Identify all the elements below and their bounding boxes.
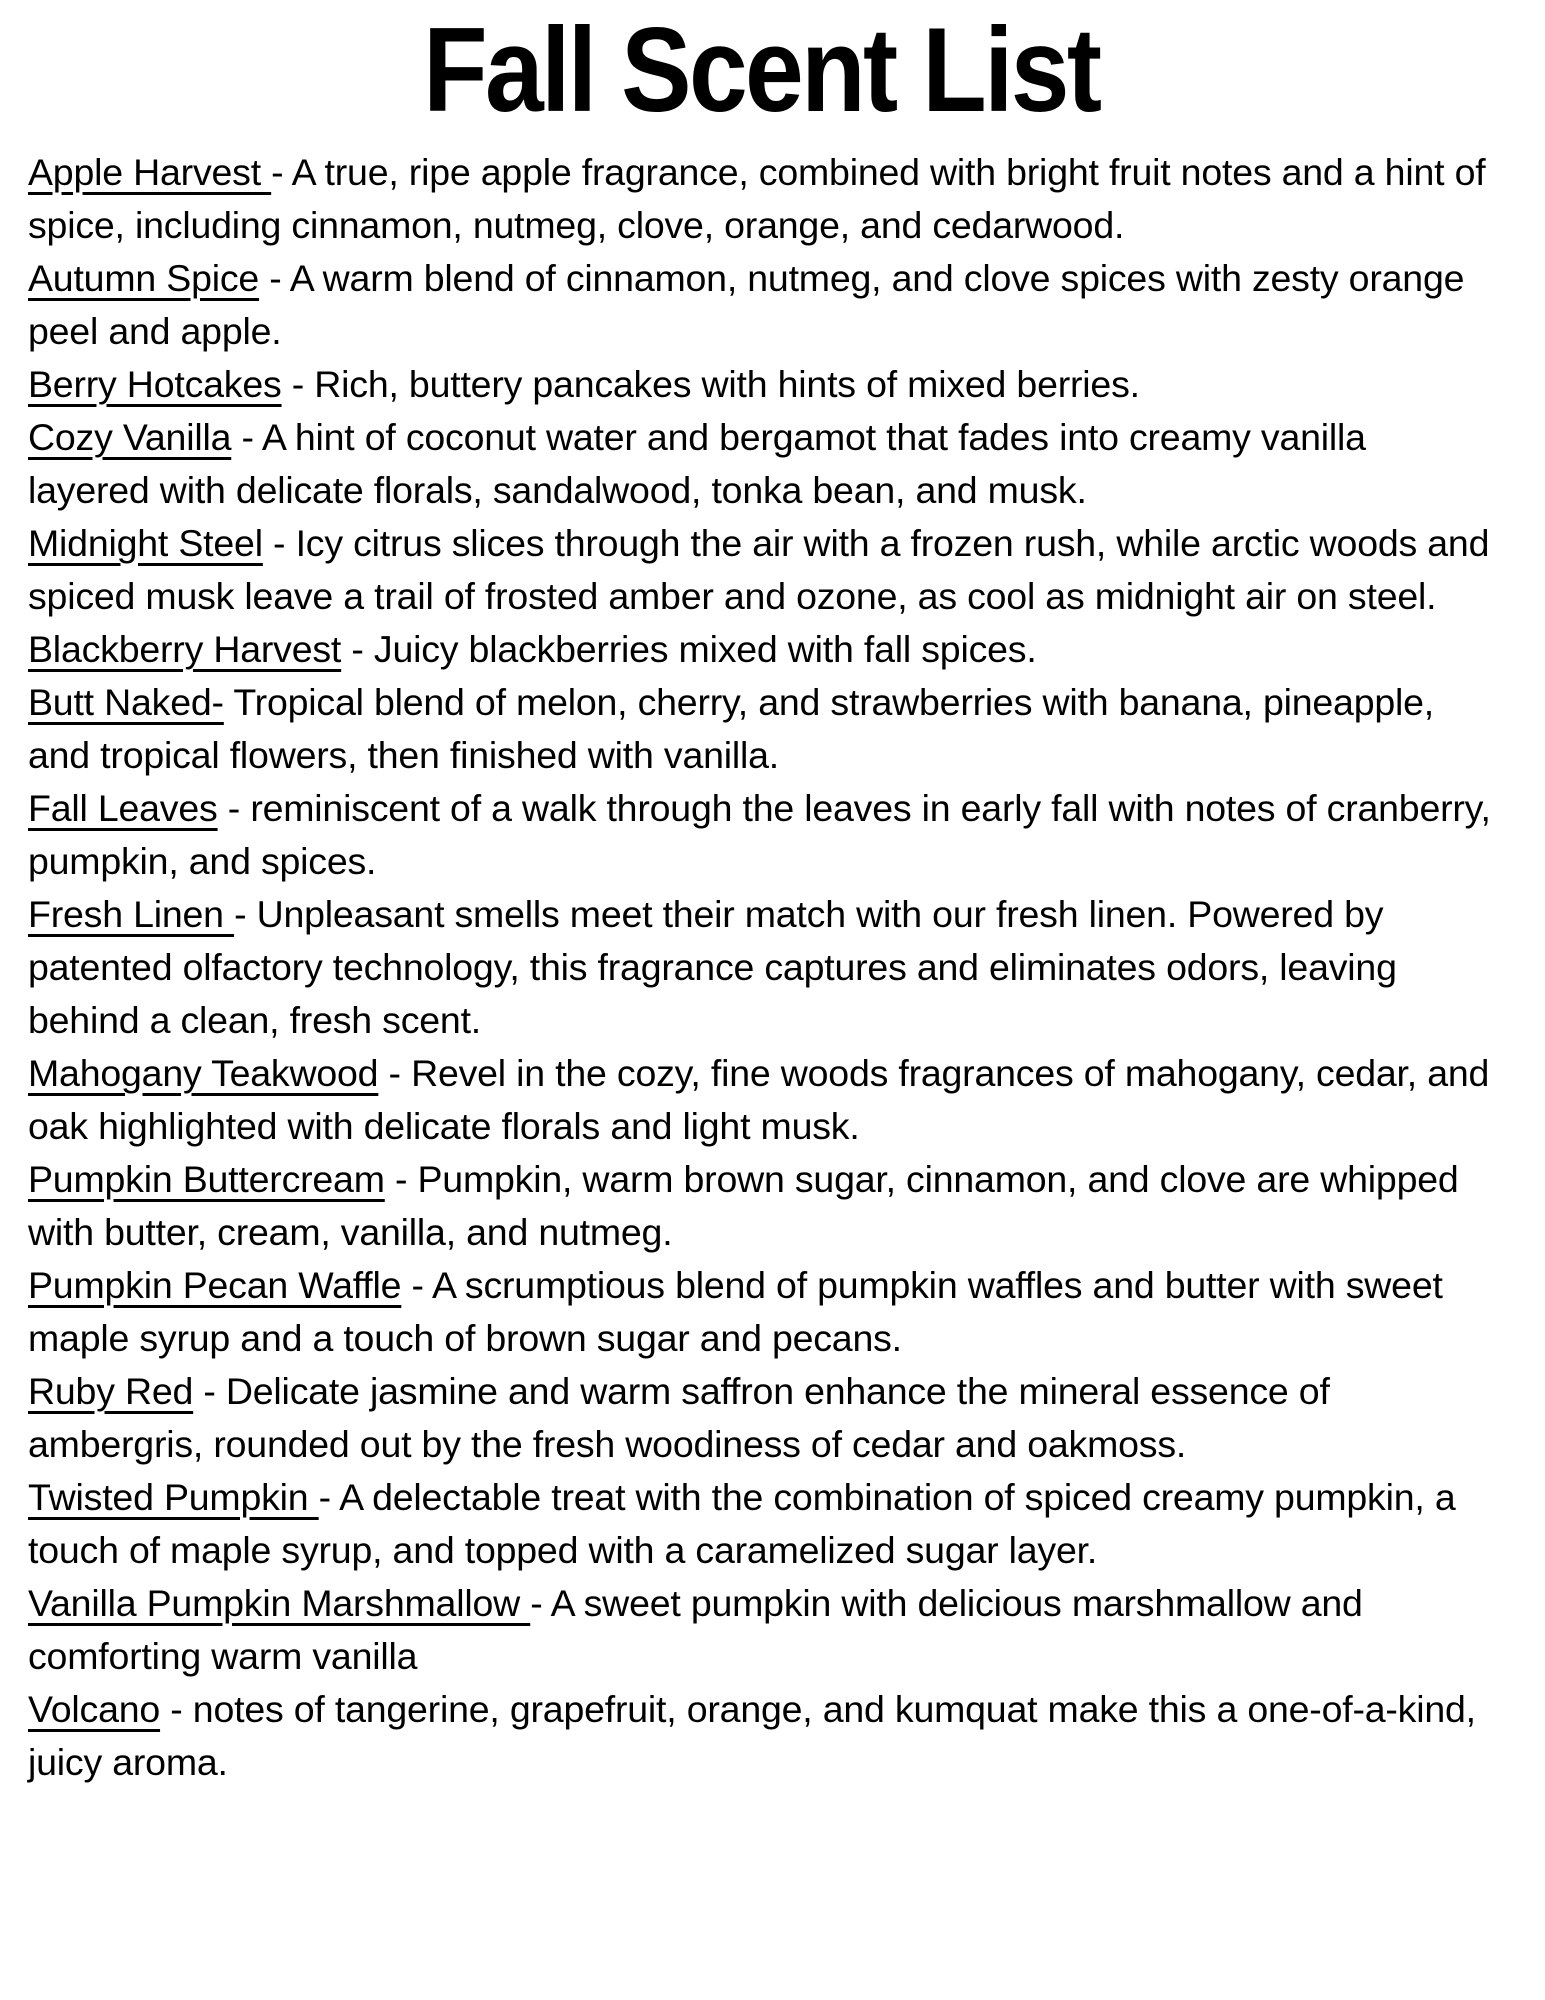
scent-description: reminiscent of a walk through the leaves in early fall with notes of cranberry, pumpkin, and spices. — [28, 787, 1501, 882]
scent-description: notes of tangerine, grapefruit, orange, and kumquat make this a one-of-a-kind, juicy aroma. — [28, 1688, 1487, 1783]
scent-list-item — [28, 1047, 1500, 1153]
scent-name: Midnight Steel — [28, 522, 263, 564]
scent-separator: - — [530, 1582, 551, 1624]
scent-list-item — [28, 1683, 1495, 1789]
scent-separator: - — [378, 1052, 412, 1094]
scent-separator: - — [281, 363, 315, 405]
scent-description: A warm blend of cinnamon, nutmeg, and clove spices with zesty orange peel and apple. — [28, 257, 1475, 352]
scent-separator: - — [217, 787, 251, 829]
scent-list-item — [28, 1471, 1495, 1577]
scent-separator: - — [262, 522, 296, 564]
scent-name: Twisted Pumpkin — [28, 1476, 319, 1518]
scent-separator: - — [231, 416, 262, 458]
scent-name: Fall Leaves — [28, 787, 218, 829]
scent-separator: - — [160, 1688, 193, 1730]
scent-description: A scrumptious blend of pumpkin waffles and butter with sweet maple syrup and a touch of brown sugar and pecans. — [28, 1264, 1453, 1359]
scent-name: Fresh Linen — [28, 893, 235, 935]
scent-description: Delicate jasmine and warm saffron enhance the mineral essence of ambergris, rounded out by the fresh woodiness of cedar and oakmoss. — [28, 1370, 1340, 1465]
scent-name: Pumpkin Pecan Waffle — [28, 1264, 402, 1306]
scent-description: A delectable treat with the combination of spiced creamy pumpkin, a touch of maple syrup, and topped with a caramelized sugar layer. — [28, 1476, 1466, 1571]
page-title — [28, 3, 1495, 137]
scent-list-item — [28, 146, 1495, 252]
scent-name: Volcano — [28, 1688, 161, 1730]
scent-name: Autumn Spice — [28, 257, 260, 299]
scent-name: Ruby Red — [28, 1370, 194, 1412]
scent-separator: - — [401, 1264, 432, 1306]
scent-name: Mahogany Teakwood — [28, 1052, 379, 1094]
scent-name: Berry Hotcakes — [28, 363, 282, 405]
page-title-text: Fall Scent List — [423, 3, 1100, 137]
scent-description: Icy citrus slices through the air with a frozen rush, while arctic woods and spiced musk leave a trail of frosted amber and ozone, as cool as midnight air on steel. — [28, 522, 1500, 617]
scent-description: A true, ripe apple fragrance, combined with bright fruit notes and a hint of spice, including cinnamon, nutmeg, clove, orange, and cedarwood. — [28, 151, 1496, 246]
scent-description: Juicy blackberries mixed with fall spices. — [373, 628, 1037, 670]
scent-name: Vanilla Pumpkin Marshmallow — [28, 1582, 531, 1624]
scent-description: A sweet pumpkin with delicious marshmallow and comforting warm vanilla — [28, 1582, 1373, 1677]
scent-name: Blackberry Harvest — [28, 628, 342, 670]
scent-separator: - — [341, 628, 374, 670]
scent-list-item — [28, 623, 1495, 676]
scent-list-item — [28, 1365, 1495, 1471]
scent-name: Cozy Vanilla — [28, 416, 232, 458]
scent-description: Rich, buttery pancakes with hints of mixed berries. — [314, 363, 1140, 405]
scent-description: Revel in the cozy, fine woods fragrances of mahogany, cedar, and oak highlighted with delicate florals and light musk. — [28, 1052, 1500, 1147]
scent-separator: - — [318, 1476, 340, 1518]
scent-list-item — [28, 517, 1500, 623]
scent-separator: - — [193, 1370, 226, 1412]
scent-name: Apple Harvest — [28, 151, 272, 193]
scent-list-item — [28, 1577, 1495, 1683]
scent-list-item — [28, 888, 1495, 1047]
scent-list-item — [28, 252, 1495, 358]
scent-separator — [224, 681, 234, 723]
scent-description: Tropical blend of melon, cherry, and strawberries with banana, pineapple, and tropical flowers, then finished with vanilla. — [28, 681, 1445, 776]
scent-list-item — [28, 1153, 1495, 1259]
scent-separator: - — [271, 151, 292, 193]
scent-separator: - — [384, 1158, 418, 1200]
scent-description: Pumpkin, warm brown sugar, cinnamon, and clove are whipped with butter, cream, vanilla, and nutmeg. — [28, 1158, 1469, 1253]
scent-separator: - — [259, 257, 290, 299]
scent-list — [28, 146, 1501, 1789]
scent-list-item — [28, 358, 1495, 411]
scent-list-item — [28, 411, 1495, 517]
scent-description: A hint of coconut water and bergamot that fades into creamy vanilla layered with delicate florals, sandalwood, tonka bean, and musk. — [28, 416, 1377, 511]
scent-list-item — [28, 1259, 1495, 1365]
scent-name: Pumpkin Buttercream — [28, 1158, 385, 1200]
scent-description: Unpleasant smells meet their match with our fresh linen. Powered by patented olfactory technology, this fragrance captures and eliminates odors, leaving behind a clean, fresh scent. — [28, 893, 1407, 1041]
scent-name: Butt Naked- — [28, 681, 224, 723]
scent-list-item — [28, 676, 1495, 782]
scent-separator: - — [234, 893, 257, 935]
scent-list-item — [28, 782, 1501, 888]
